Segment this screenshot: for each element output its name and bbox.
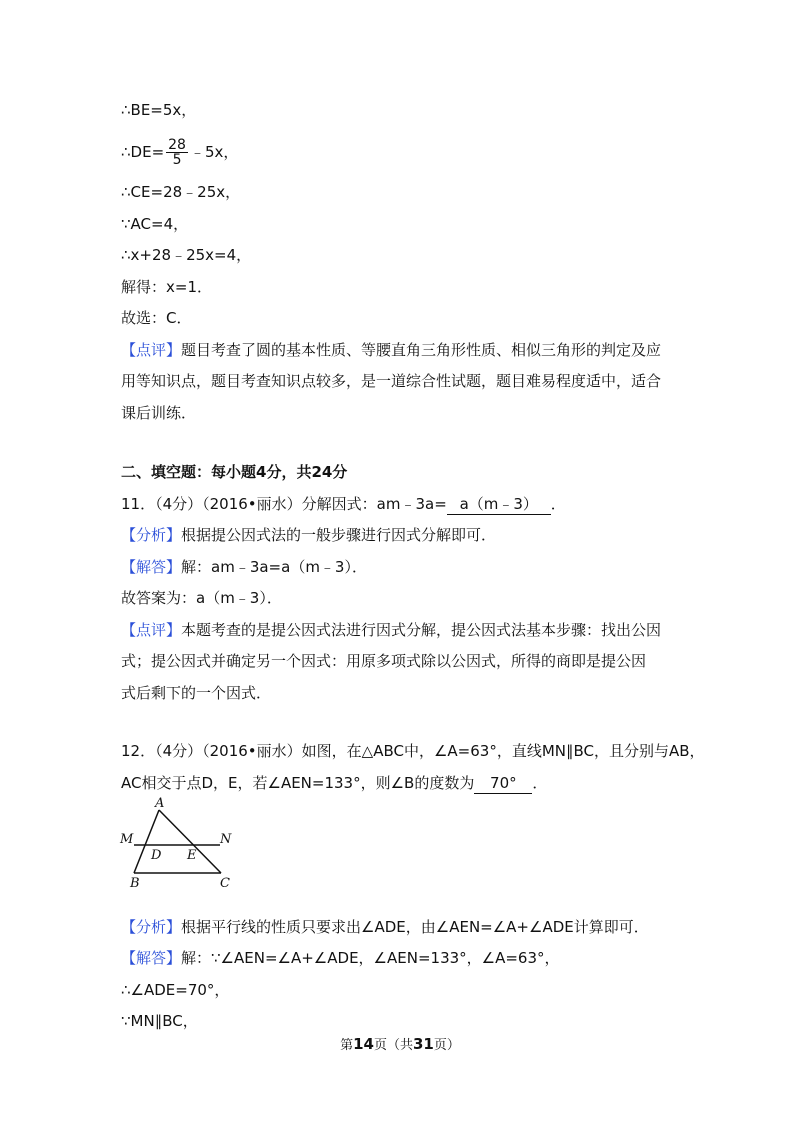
label-D: D (151, 848, 162, 863)
label-A: A (155, 796, 165, 811)
label-M: M (120, 832, 134, 847)
comment-text: 题目考查了圆的基本性质、等腰直角三角形性质、相似三角形的判定及应 (181, 341, 662, 359)
q11-final-answer: 故答案为：a（m﹣3）． (121, 589, 282, 607)
analysis-tag: 【分析】 (121, 526, 182, 544)
text-line: ∵AC=4， (121, 215, 189, 233)
q12-analysis (121, 917, 649, 937)
fraction-numerator: 28 (168, 137, 186, 153)
section-heading: 二、填空题：每小题4分，共24分 (121, 463, 348, 481)
solution-text: 解：∵∠AEN=∠A+∠ADE，∠AEN=133°，∠A=63°， (181, 949, 560, 967)
text-line: ∴BE=5x， (121, 101, 197, 119)
text-line: 解得：x=1． (121, 278, 212, 296)
fraction-denominator: 5 (172, 152, 182, 168)
segment-AC (159, 810, 221, 873)
question-11-period: ． (550, 495, 566, 513)
fraction (166, 138, 188, 167)
solution-text: 解：am﹣3a=a（m﹣3）． (181, 558, 367, 576)
comment-paragraph-line: 用等知识点，题目考查知识点较多，是一道综合性试题，题目难易程度适中，适合 (121, 372, 662, 390)
text-prefix: ∴DE= (121, 143, 165, 161)
text-line: ∴CE=28﹣25x， (121, 183, 241, 201)
footer-mid: 页（共 (373, 1038, 413, 1053)
question-11 (121, 494, 566, 515)
label-E: E (187, 848, 197, 863)
comment-paragraph-line: 课后训练． (121, 404, 197, 422)
q11-comment-line: 式；提公因式并确定另一个因式：用原多项式除以公因式，所得的商即是提公因 (121, 652, 647, 670)
question-12-period: ． (532, 774, 548, 792)
footer-total-pages: 31 (413, 1035, 434, 1053)
triangle-figure (116, 796, 246, 892)
segment-AB (134, 810, 159, 873)
label-C: C (220, 876, 230, 891)
question-12-text: AC相交于点D，E，若∠AEN=133°，则∠B的度数为 (121, 774, 475, 792)
q12-solution (121, 948, 560, 968)
q11-comment (121, 620, 661, 640)
text-line-fraction (121, 138, 238, 167)
text-line: ∴x+28﹣25x=4， (121, 246, 252, 264)
analysis-text: 根据提公因式法的一般步骤进行因式分解即可． (181, 526, 497, 544)
footer-page-number: 14 (353, 1035, 374, 1053)
text-line: 故选：C． (121, 309, 192, 327)
page-footer (0, 1034, 800, 1053)
comment-paragraph-line (121, 340, 661, 360)
comment-tag: 【点评】 (121, 621, 182, 639)
footer-post: 页） (433, 1038, 460, 1053)
q12-solution-line: ∴∠ADE=70°， (121, 981, 230, 999)
analysis-text: 根据平行线的性质只要求出∠ADE，由∠AEN=∠A+∠ADE计算即可． (181, 918, 649, 936)
question-12-line2 (121, 773, 547, 794)
analysis-tag: 【分析】 (121, 918, 182, 936)
question-11-answer: a（m﹣3） (447, 494, 551, 515)
footer-pre: 第 (340, 1038, 354, 1053)
question-12: 12．（4分）（2016•丽水）如图，在△ABC中，∠A=63°，直线MN∥BC，且分别与AB， (121, 742, 705, 760)
q11-analysis (121, 525, 496, 545)
question-12-answer: 70° (474, 773, 532, 794)
comment-tag: 【点评】 (121, 341, 182, 359)
question-11-text: 11．（4分）（2016•丽水）分解因式：am﹣3a= (121, 495, 447, 513)
text-suffix: ﹣5x， (189, 143, 239, 161)
solution-tag: 【解答】 (121, 949, 182, 967)
solution-tag: 【解答】 (121, 558, 182, 576)
label-B: B (130, 876, 140, 891)
label-N: N (220, 832, 232, 847)
comment-text: 本题考查的是提公因式法进行因式分解，提公因式法基本步骤：找出公因 (181, 621, 662, 639)
q12-solution-line: ∵MN∥BC， (121, 1012, 198, 1030)
q11-comment-line: 式后剩下的一个因式． (121, 684, 272, 702)
q11-solution (121, 557, 367, 577)
